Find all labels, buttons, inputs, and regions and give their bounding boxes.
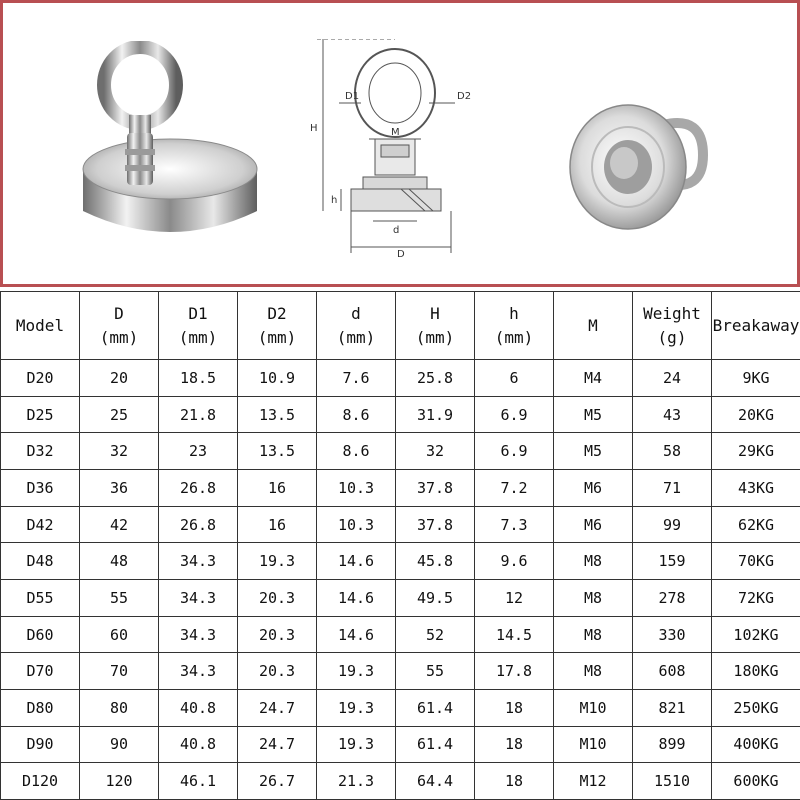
table-cell: 7.3: [475, 506, 554, 543]
table-cell: 20: [80, 360, 159, 397]
table-cell: 14.6: [317, 580, 396, 617]
table-cell: 19.3: [238, 543, 317, 580]
table-cell: 102KG: [712, 616, 800, 653]
table-cell: 14.6: [317, 543, 396, 580]
header-cell: h (mm): [475, 292, 554, 360]
table-cell: 23: [159, 433, 238, 470]
table-cell: 90: [80, 726, 159, 763]
table-cell: D70: [1, 653, 80, 690]
table-row: [1, 726, 800, 763]
table-cell: 29KG: [712, 433, 800, 470]
table-cell: 9.6: [475, 543, 554, 580]
table-cell: M5: [554, 433, 633, 470]
table-cell: 180KG: [712, 653, 800, 690]
table-cell: 31.9: [396, 396, 475, 433]
table-cell: 20.3: [238, 653, 317, 690]
table-row: [1, 396, 800, 433]
table-cell: 71: [633, 470, 712, 507]
table-cell: D55: [1, 580, 80, 617]
table-cell: 1510: [633, 763, 712, 800]
table-row: [1, 543, 800, 580]
table-cell: 64.4: [396, 763, 475, 800]
table-cell: 34.3: [159, 653, 238, 690]
table-row: [1, 580, 800, 617]
table-cell: M10: [554, 689, 633, 726]
table-cell: 43KG: [712, 470, 800, 507]
header-cell: D (mm): [80, 292, 159, 360]
table-cell: 120: [80, 763, 159, 800]
table-cell: 608: [633, 653, 712, 690]
table-cell: 24.7: [238, 689, 317, 726]
table-cell: 13.5: [238, 396, 317, 433]
table-cell: D42: [1, 506, 80, 543]
table-cell: M6: [554, 470, 633, 507]
table-cell: 8.6: [317, 433, 396, 470]
table-cell: 21.8: [159, 396, 238, 433]
table-cell: 99: [633, 506, 712, 543]
table-row: [1, 506, 800, 543]
table-cell: M8: [554, 543, 633, 580]
table-cell: 20.3: [238, 580, 317, 617]
table-cell: 20.3: [238, 616, 317, 653]
magnet-photo: [75, 41, 265, 241]
table-cell: 52: [396, 616, 475, 653]
table-cell: 40.8: [159, 689, 238, 726]
table-cell: 330: [633, 616, 712, 653]
table-cell: M4: [554, 360, 633, 397]
table-cell: D25: [1, 396, 80, 433]
table-cell: 6.9: [475, 433, 554, 470]
table-row: [1, 653, 800, 690]
header-cell: Breakaway: [712, 292, 800, 360]
table-cell: 18.5: [159, 360, 238, 397]
table-cell: 48: [80, 543, 159, 580]
table-cell: 14.5: [475, 616, 554, 653]
table-cell: D60: [1, 616, 80, 653]
table-cell: 250KG: [712, 689, 800, 726]
table-cell: 6: [475, 360, 554, 397]
table-cell: 18: [475, 726, 554, 763]
table-cell: 72KG: [712, 580, 800, 617]
table-cell: M12: [554, 763, 633, 800]
magnet-bottom-view: [563, 95, 713, 245]
table-cell: 19.3: [317, 726, 396, 763]
table-cell: 26.7: [238, 763, 317, 800]
table-cell: 43: [633, 396, 712, 433]
table-cell: M10: [554, 726, 633, 763]
table-cell: D36: [1, 470, 80, 507]
table-cell: 70: [80, 653, 159, 690]
label-d-large: D: [397, 249, 405, 259]
table-cell: 60: [80, 616, 159, 653]
table-cell: 45.8: [396, 543, 475, 580]
table-cell: 6.9: [475, 396, 554, 433]
table-cell: 55: [80, 580, 159, 617]
table-cell: D48: [1, 543, 80, 580]
label-d2: D2: [457, 91, 472, 102]
table-cell: 20KG: [712, 396, 800, 433]
table-cell: 10.3: [317, 506, 396, 543]
table-cell: 25.8: [396, 360, 475, 397]
label-d-small: d: [393, 225, 400, 236]
table-cell: M8: [554, 653, 633, 690]
table-cell: 32: [396, 433, 475, 470]
table-cell: M8: [554, 580, 633, 617]
table-row: [1, 360, 800, 397]
table-cell: 8.6: [317, 396, 396, 433]
table-cell: 9KG: [712, 360, 800, 397]
spec-table: [0, 291, 800, 800]
table-row: [1, 470, 800, 507]
table-cell: 61.4: [396, 726, 475, 763]
table-cell: 21.3: [317, 763, 396, 800]
table-cell: 7.6: [317, 360, 396, 397]
table-cell: 14.6: [317, 616, 396, 653]
header-cell: Model: [1, 292, 80, 360]
table-cell: 55: [396, 653, 475, 690]
table-row: [1, 433, 800, 470]
table-cell: 278: [633, 580, 712, 617]
table-cell: 821: [633, 689, 712, 726]
label-h-upper: H: [310, 123, 318, 134]
table-cell: 40.8: [159, 726, 238, 763]
table-cell: 46.1: [159, 763, 238, 800]
table-cell: 600KG: [712, 763, 800, 800]
table-cell: 7.2: [475, 470, 554, 507]
table-row: [1, 689, 800, 726]
table-cell: 13.5: [238, 433, 317, 470]
table-cell: 18: [475, 689, 554, 726]
table-cell: 49.5: [396, 580, 475, 617]
table-cell: 32: [80, 433, 159, 470]
table-cell: 899: [633, 726, 712, 763]
table-cell: D90: [1, 726, 80, 763]
table-cell: 58: [633, 433, 712, 470]
table-cell: 25: [80, 396, 159, 433]
header-cell: D1 (mm): [159, 292, 238, 360]
table-cell: 10.3: [317, 470, 396, 507]
table-cell: 18: [475, 763, 554, 800]
table-header-row: [1, 292, 800, 360]
table-cell: D32: [1, 433, 80, 470]
table-cell: 17.8: [475, 653, 554, 690]
header-cell: Weight (g): [633, 292, 712, 360]
label-h-lower: h: [331, 195, 338, 206]
table-cell: 24.7: [238, 726, 317, 763]
header-cell: d (mm): [317, 292, 396, 360]
table-cell: 61.4: [396, 689, 475, 726]
label-d1: D1: [345, 91, 360, 102]
table-cell: 34.3: [159, 616, 238, 653]
label-m: M: [391, 127, 400, 138]
table-row: [1, 616, 800, 653]
table-cell: D80: [1, 689, 80, 726]
table-cell: 37.8: [396, 470, 475, 507]
table-cell: M6: [554, 506, 633, 543]
table-cell: 16: [238, 506, 317, 543]
table-cell: 34.3: [159, 580, 238, 617]
table-cell: 400KG: [712, 726, 800, 763]
header-cell: D2 (mm): [238, 292, 317, 360]
table-cell: 26.8: [159, 506, 238, 543]
header-cell: H (mm): [396, 292, 475, 360]
table-cell: 70KG: [712, 543, 800, 580]
table-cell: 37.8: [396, 506, 475, 543]
table-cell: M5: [554, 396, 633, 433]
table-cell: 34.3: [159, 543, 238, 580]
table-cell: D120: [1, 763, 80, 800]
table-cell: 24: [633, 360, 712, 397]
technical-drawing: [305, 39, 485, 259]
table-cell: M8: [554, 616, 633, 653]
table-cell: 26.8: [159, 470, 238, 507]
table-cell: 159: [633, 543, 712, 580]
table-cell: 42: [80, 506, 159, 543]
header-cell: M: [554, 292, 633, 360]
table-cell: 16: [238, 470, 317, 507]
table-cell: 10.9: [238, 360, 317, 397]
table-cell: 19.3: [317, 689, 396, 726]
table-cell: 36: [80, 470, 159, 507]
table-cell: D20: [1, 360, 80, 397]
product-images-panel: [0, 0, 800, 287]
table-cell: 80: [80, 689, 159, 726]
table-cell: 19.3: [317, 653, 396, 690]
table-cell: 62KG: [712, 506, 800, 543]
table-row: [1, 763, 800, 800]
table-cell: 12: [475, 580, 554, 617]
